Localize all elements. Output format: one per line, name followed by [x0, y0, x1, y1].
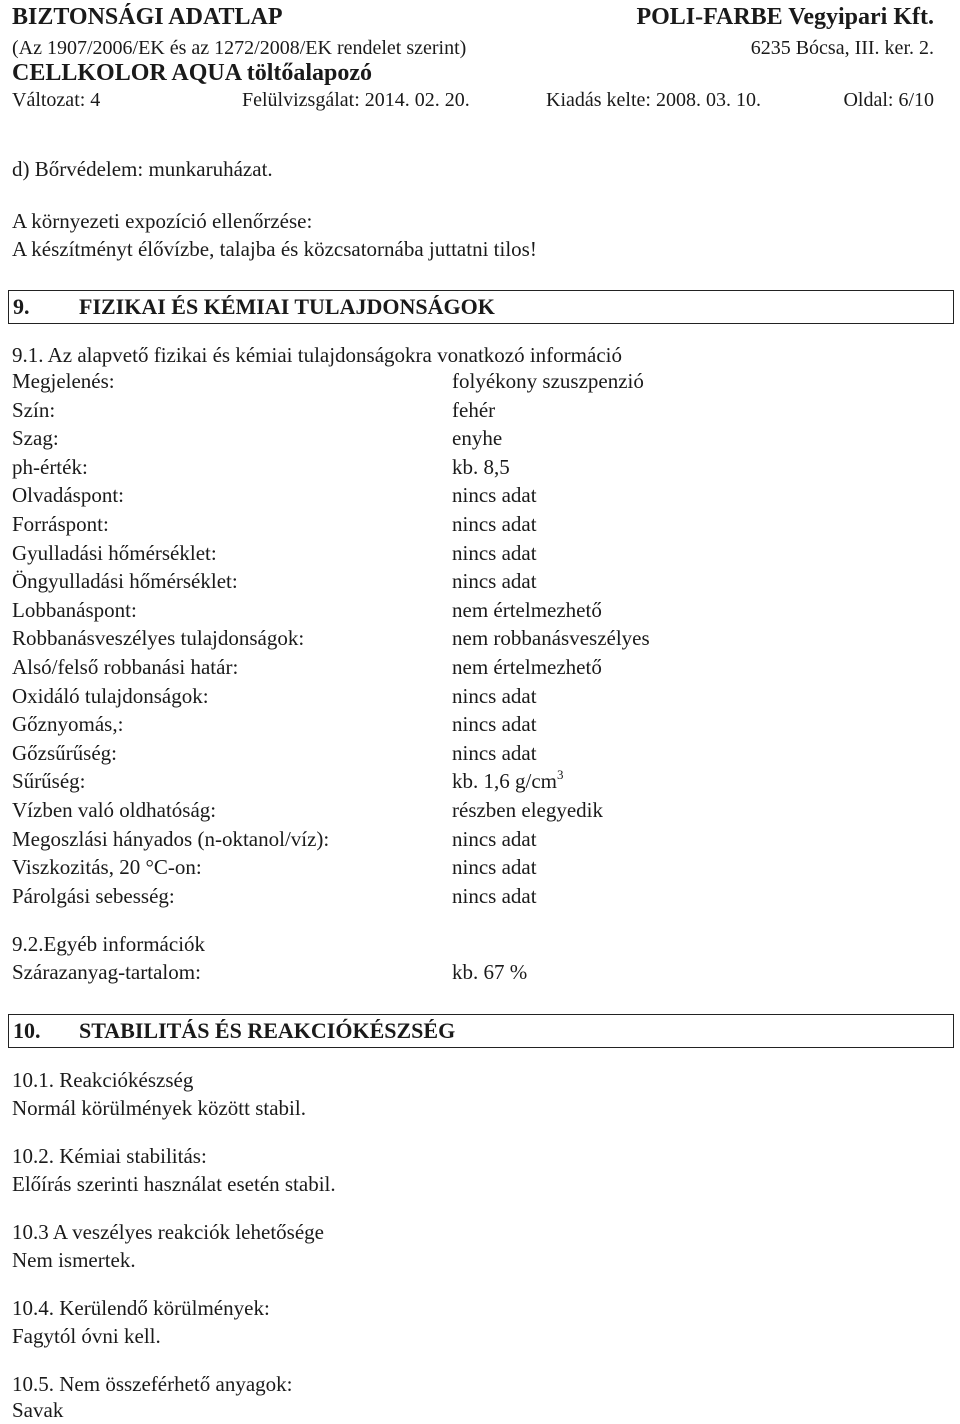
section-9-title: FIZIKAI ÉS KÉMIAI TULAJDONSÁGOK — [79, 294, 495, 319]
section-10-4-heading: 10.4. Kerülendő körülmények: — [12, 1296, 270, 1320]
section-9-1-heading: 9.1. Az alapvető fizikai és kémiai tulajdonságokra vonatkozó információ — [12, 343, 622, 367]
section-9-header — [8, 290, 954, 324]
property-value — [452, 483, 537, 508]
property-value — [452, 884, 537, 909]
section-10-5-heading: 10.5. Nem összeférhető anyagok: — [12, 1372, 293, 1396]
property-label: Lobbanáspont: — [12, 597, 137, 622]
property-value-text: enyhe — [452, 426, 503, 451]
section-10-2-text: Előírás szerinti használat esetén stabil. — [12, 1172, 336, 1196]
property-value-text: nincs adat — [452, 883, 537, 908]
property-value-text: részben elegyedik — [452, 798, 604, 822]
property-label: Olvadáspont: — [12, 483, 124, 508]
page-number: Oldal: 6/10 — [843, 89, 934, 111]
dry-matter-label: Szárazanyag-tartalom: — [12, 960, 201, 984]
property-label: Vízben való oldhatóság: — [12, 798, 217, 822]
property-value — [452, 369, 644, 394]
issue-date: Kiadás kelte: 2008. 03. 10. — [546, 89, 761, 111]
property-value-superscript: 3 — [557, 767, 564, 783]
property-value — [452, 541, 537, 566]
property-value — [452, 569, 537, 594]
property-value — [452, 712, 537, 737]
property-label: Viszkozitás, 20 °C-on: — [12, 855, 202, 880]
property-value-text: nincs adat — [452, 855, 537, 880]
property-value — [452, 827, 537, 852]
property-value — [452, 855, 537, 880]
revision-date: Felülvizsgálat: 2014. 02. 20. — [242, 89, 470, 111]
property-value-text: nincs adat — [452, 512, 537, 536]
property-value — [452, 598, 602, 623]
property-value-text: nincs adat — [452, 569, 537, 594]
property-value — [452, 769, 564, 794]
property-value-text: nincs adat — [452, 712, 537, 737]
property-label: Megoszlási hányados (n-oktanol/víz): — [12, 826, 330, 851]
version-label: Változat: 4 — [12, 89, 101, 111]
dry-matter-value: kb. 67 % — [452, 960, 528, 984]
property-value-text: nincs adat — [452, 826, 537, 851]
property-label: Gyulladási hőmérséklet: — [12, 540, 217, 565]
property-value — [452, 684, 537, 709]
company-name: POLI-FARBE Vegyipari Kft. — [636, 4, 934, 30]
property-label: ph-érték: — [12, 454, 88, 479]
section-10-title: STABILITÁS ÉS REAKCIÓKÉSZSÉG — [79, 1018, 456, 1043]
section-10-1-heading: 10.1. Reakciókészség — [12, 1068, 194, 1092]
property-label: Oxidáló tulajdonságok: — [12, 683, 209, 708]
property-value — [452, 798, 603, 823]
section-9-number: 9. — [13, 294, 30, 319]
property-value — [452, 426, 502, 451]
property-value — [452, 626, 650, 651]
section-10-2-heading: 10.2. Kémiai stabilitás: — [12, 1144, 207, 1168]
property-value — [452, 741, 537, 766]
section-10-3-heading: 10.3 A veszélyes reakciók lehetősége — [12, 1220, 324, 1244]
env-exposure-text: A készítményt élővízbe, talajba és közcsatornába juttatni tilos! — [12, 237, 537, 261]
property-value-text: nincs adat — [452, 683, 537, 708]
section-10-5-text: Savak — [12, 1398, 64, 1422]
section-10-1-text: Normál körülmények között stabil. — [12, 1096, 306, 1120]
section-10-number: 10. — [13, 1018, 41, 1043]
product-name: CELLKOLOR AQUA töltőalapozó — [12, 60, 373, 86]
property-value-text: folyékony szuszpenzió — [452, 369, 644, 393]
skin-protection: d) Bőrvédelem: munkaruházat. — [12, 157, 273, 181]
regulation-note: (Az 1907/2006/EK és az 1272/2008/EK rendelet szerint) — [12, 37, 467, 59]
property-label: Szag: — [12, 426, 59, 451]
property-value-text: fehér — [452, 397, 496, 422]
property-value — [452, 512, 537, 537]
env-exposure-title: A környezeti expozíció ellenőrzése: — [12, 209, 313, 233]
property-value-text: nem robbanásveszélyes — [452, 626, 650, 651]
property-label: Forráspont: — [12, 512, 109, 536]
property-value — [452, 655, 602, 680]
property-value-text: nincs adat — [452, 740, 537, 765]
section-10-3-text: Nem ismertek. — [12, 1248, 136, 1272]
property-label: Párolgási sebesség: — [12, 883, 175, 908]
property-value — [452, 455, 510, 480]
property-value-text: nem értelmezhető — [452, 597, 602, 622]
company-address: 6235 Bócsa, III. ker. 2. — [750, 37, 934, 59]
property-value-text: kb. 8,5 — [452, 454, 510, 479]
property-value-text: kb. 1,6 g/cm — [452, 769, 557, 794]
property-value-text: nincs adat — [452, 540, 537, 565]
property-value-text: nem értelmezhető — [452, 655, 602, 679]
property-label: Alsó/felső robbanási határ: — [12, 655, 239, 679]
property-label: Robbanásveszélyes tulajdonságok: — [12, 626, 305, 651]
property-value-text: nincs adat — [452, 483, 537, 508]
property-label: Gőzsűrűség: — [12, 740, 117, 765]
section-9-2-heading: 9.2.Egyéb információk — [12, 932, 206, 956]
section-10-header — [8, 1014, 954, 1048]
property-label: Gőznyomás,: — [12, 712, 124, 737]
property-value — [452, 398, 495, 423]
property-label: Öngyulladási hőmérséklet: — [12, 569, 238, 594]
doc-type-title: BIZTONSÁGI ADATLAP — [12, 4, 283, 30]
property-label: Megjelenés: — [12, 369, 115, 393]
property-label: Szín: — [12, 397, 56, 422]
property-label: Sűrűség: — [12, 769, 86, 794]
section-10-4-text: Fagytól óvni kell. — [12, 1324, 161, 1348]
